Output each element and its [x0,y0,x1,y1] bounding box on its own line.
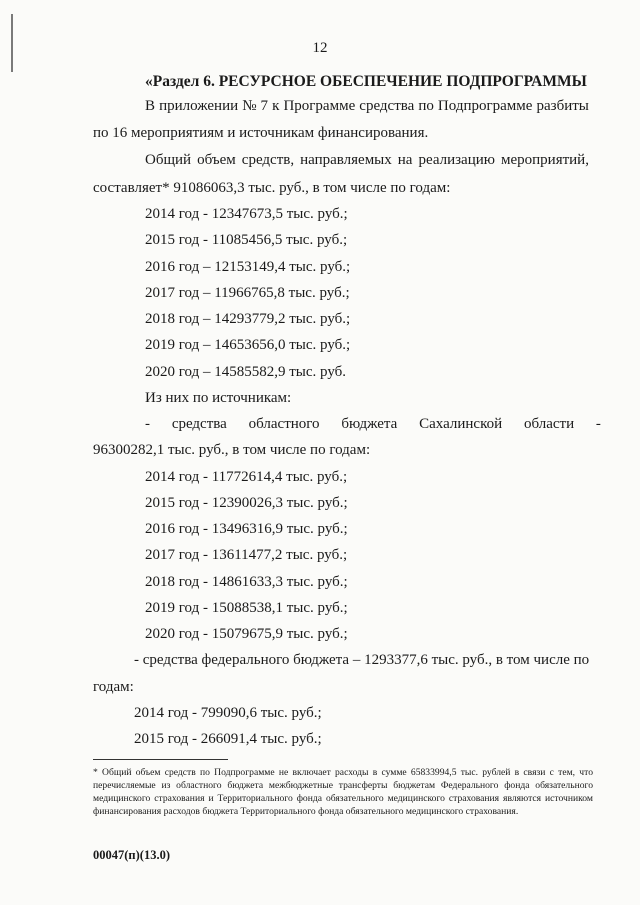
word: приложении [159,98,239,114]
regional-year-2016: 2016 год - 13496316,9 тыс. руб.; [145,521,348,537]
word: Сахалинской [419,416,503,432]
page-number: 12 [312,40,328,56]
federal-year-2015: 2015 год - 266091,4 тыс. руб.; [134,731,322,747]
para1-line2: по 16 мероприятиям и источникам финансирования. [93,125,429,141]
word: - [595,416,601,432]
regional-year-2014: 2014 год - 11772614,4 тыс. руб.; [145,469,348,485]
word: Общий [145,152,192,168]
section-title: «Раздел 6. РЕСУРСНОЕ ОБЕСПЕЧЕНИЕ ПОДПРОГРАММЫ [145,73,587,90]
regional-year-2015: 2015 год - 12390026,3 тыс. руб.; [145,495,348,511]
total-year-2014: 2014 год - 12347673,5 тыс. руб.; [145,206,348,222]
regional-line1 [145,416,601,433]
word: по [418,98,434,114]
word: на [397,152,413,168]
word: средств, [241,152,295,168]
sources-heading: Из них по источникам: [145,390,292,406]
federal-line1: - средства федерального бюджета – 1293377,6 тыс. руб., в том числе по [134,652,590,668]
federal-line2: годам: [93,679,134,695]
footnote-divider [93,759,228,760]
total-year-2017: 2017 год – 11966765,8 тыс. руб.; [145,285,350,301]
document-code: 00047(п)(13.0) [93,848,170,862]
regional-line2: 96300282,1 тыс. руб., в том числе по годам: [93,442,371,458]
para2-line1 [145,152,589,169]
regional-year-2019: 2019 год - 15088538,1 тыс. руб.; [145,600,348,616]
federal-year-2014: 2014 год - 799090,6 тыс. руб.; [134,705,322,721]
word: 7 [260,98,269,114]
word: Подпрограмме [437,98,533,114]
word: № [242,98,257,114]
regional-year-2018: 2018 год - 14861633,3 тыс. руб.; [145,574,348,590]
word: бюджета [341,416,398,432]
word: областного [248,416,320,432]
total-year-2015: 2015 год - 11085456,5 тыс. руб.; [145,232,348,248]
word: Программе [283,98,356,114]
regional-year-2017: 2017 год - 13611477,2 тыс. руб.; [145,547,348,563]
regional-year-2020: 2020 год - 15079675,9 тыс. руб.; [145,626,348,642]
word: средства [359,98,415,114]
word: разбиты [536,98,589,114]
total-year-2020: 2020 год – 14585582,9 тыс. руб. [145,364,347,380]
total-year-2019: 2019 год – 14653656,0 тыс. руб.; [145,337,351,353]
total-year-2018: 2018 год – 14293779,2 тыс. руб.; [145,311,351,327]
word: В [145,98,156,114]
word: средства [171,416,227,432]
word: - [145,416,150,432]
para1-line1 [145,98,589,115]
para2-line2: составляет* 91086063,3 тыс. руб., в том числе по годам: [93,180,451,196]
total-year-2016: 2016 год – 12153149,4 тыс. руб.; [145,259,351,275]
word: направляемых [300,152,392,168]
word: объем [197,152,236,168]
word: области [523,416,575,432]
word: реализацию [418,152,495,168]
footnote: * Общий объем средств по Подпрограмме не включает расходы в сумме 65833994,5 тыс. рублей в связи с тем, что перечисляемые из областного бюджета межбюджетные трансферты бюджетам Федерального фонда обязательного медицинского страхования и Территориального фонда обязательного медицинского страхования являются источником финансирования расходов бюджета Территориального фонда обязательного медицинского страхования. [93,767,593,817]
word: мероприятий, [501,152,589,168]
word: к [272,98,280,114]
